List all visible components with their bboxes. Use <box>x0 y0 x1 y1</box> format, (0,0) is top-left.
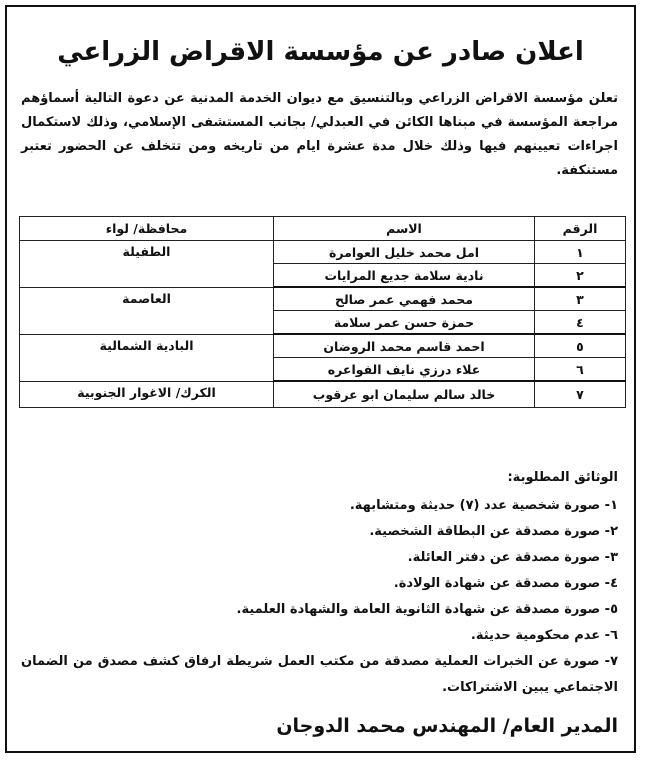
announcement-frame <box>5 5 636 753</box>
row-number: ٢ <box>535 264 626 288</box>
candidates-table <box>19 216 626 408</box>
header-governorate: محافظة/ لواء <box>20 217 274 241</box>
row-governorate: الكرك/ الاغوار الجنوبية <box>20 381 274 407</box>
row-number: ٣ <box>535 287 626 311</box>
table-header-row <box>20 217 626 241</box>
row-name: نادية سلامة جديع المرايات <box>274 264 535 288</box>
row-governorate: البادية الشمالية <box>20 334 274 381</box>
list-item: ٧- صورة عن الخبرات العملية مصدقة من مكتب العمل شريطة ارفاق كشف مصدق من الضمان الاجتماعي يبين الاشتراكات. <box>21 654 618 695</box>
table-row <box>20 287 626 311</box>
announcement-title: اعلان صادر عن مؤسسة الاقراض الزراعي <box>57 37 584 67</box>
row-number: ١ <box>535 241 626 264</box>
intro-paragraph: تعلن مؤسسة الاقراض الزراعي وبالتنسيق مع ديوان الخدمة المدنية عن دعوة التالية أسماؤهم مراجعة المؤسسة في مبناها الكائن في العبدلي/ بجانب المستشفى الإسلامي، وذلك لاستكمال اجراءات تعيينهم فيها وذلك خلال مدة عشرة ايام من تاريخه ومن تتخلف عن الحضور تعتبر مستنكفة. <box>21 91 618 178</box>
header-number: الرقم <box>535 217 626 241</box>
list-item: ٦- عدم محكومية حديثة. <box>470 628 618 643</box>
header-name: الاسم <box>274 217 535 241</box>
list-item: ٣- صورة مصدقة عن دفتر العائلة. <box>407 550 618 565</box>
table-row <box>20 241 626 264</box>
row-name: امل محمد خليل العوامرة <box>274 241 535 264</box>
row-name: خالد سالم سليمان ابو عرقوب <box>274 381 535 407</box>
row-name: حمزة حسن عمر سلامة <box>274 311 535 335</box>
row-number: ٥ <box>535 334 626 358</box>
list-item: ٤- صورة مصدقة عن شهادة الولادة. <box>393 576 618 591</box>
row-governorate: الطفيلة <box>20 241 274 288</box>
list-item: ٢- صورة مصدقة عن البطاقة الشخصية. <box>369 524 618 539</box>
list-item: ٥- صورة مصدقة عن شهادة الثانوية العامة والشهادة العلمية. <box>236 602 618 617</box>
documents-heading: الوثائق المطلوبة: <box>507 470 618 485</box>
list-item: ١- صورة شخصية عدد (٧) حديثة ومتشابهة. <box>349 498 618 513</box>
documents-list <box>21 493 618 701</box>
row-name: علاء درزي نايف الفواعره <box>274 358 535 382</box>
row-governorate: العاصمة <box>20 287 274 334</box>
row-number: ٦ <box>535 358 626 382</box>
row-name: محمد فهمي عمر صالح <box>274 287 535 311</box>
signature: المدير العام/ المهندس محمد الدوجان <box>276 715 618 737</box>
row-number: ٧ <box>535 381 626 407</box>
row-name: احمد قاسم محمد الروضان <box>274 334 535 358</box>
row-number: ٤ <box>535 311 626 335</box>
table-row <box>20 381 626 407</box>
table-row <box>20 334 626 358</box>
